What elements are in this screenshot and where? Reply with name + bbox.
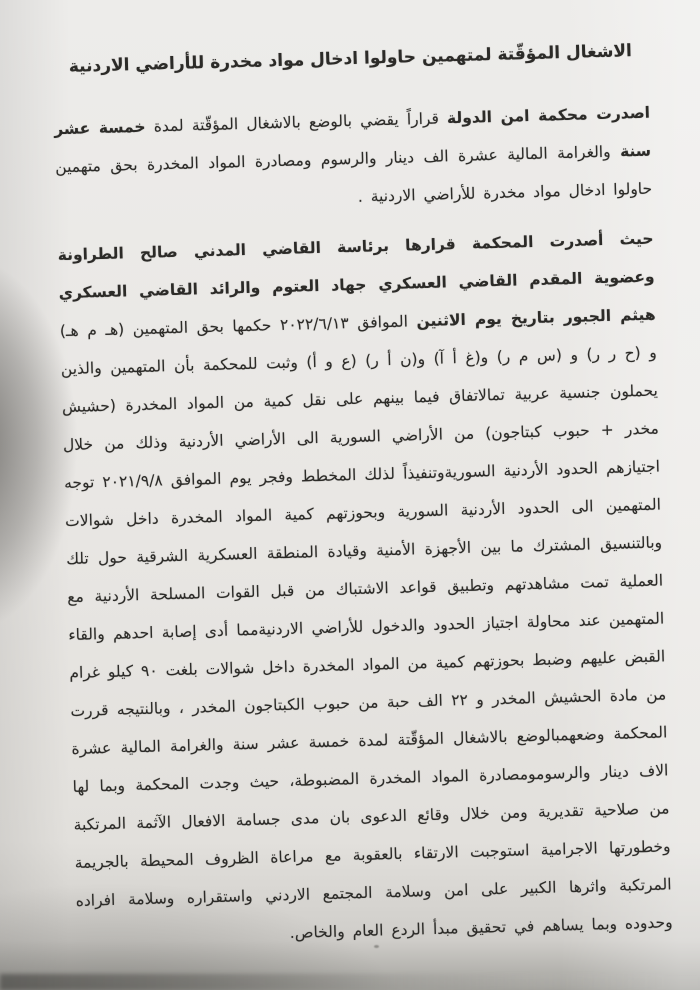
document-body (54, 94, 673, 958)
paragraph (54, 94, 653, 225)
document-title: الاشغال المؤقّتة لمتهمين حاولوا ادخال مواد مخدرة للأراضي الاردنية (68, 41, 633, 77)
text-segment: الموافق ٢٠٢٢/٦/١٣ حكمها بحق المتهمين (هـ م هـ) و (ح ر ر) و (س م ر) و(غ أ آ) و(ن أ ر) (ع و أ) وثبت للمحكمة بأن المتهمين والذين يحملون جنسية عربية تمالاتفاق فيما بينهم على نقل كمية من المواد المخدرة (حشيش مخدر + حبوب كبتاجون) من الأراضي السورية الى الأراضي الأردنية وذلك من خلال اجتيازهم الحدود الأردنية السوريةوتنفيذاً لذلك المخطط وفجر يوم الموافق ٢٠٢١/٩/٨ توجه المتهمين الى الحدود الأردنية السورية وبحوزتهم كمية المواد المخدرة داخل شوالات وبالتنسيق المشترك ما بين الأجهزة الأمنية وقيادة المنطقة العسكرية الشرقية حول تلك العملية تمت مشاهدتهم وتطبيق قواعد الاشتباك من قبل القوات المسلحة الأردنية مع المتهمين عند محاولة اجتياز الحدود والدخول للأراضي الاردنيةمما أدى إصابة احدهم والقاء القبض عليهم وضبط بحوزتهم كمية من المواد المخدرة داخل شوالات بلغت ٩٠ كيلو غرام من مادة الحشيش المخدر و ٢٢ الف حبة من حبوب الكبتاجون المخدر ، وبالنتيجه قررت المحكمة وضعهمبالوضع بالاشغال المؤقّتة لمدة خمسة عشر سنة والغرامة المالية عشرة الاف دينار والرسومومصادرة المواد المخدرة المضبوطة، حيث وجدت المحكمة وبما لها من صلاحية تقديرية ومن خلال وقائع الدعوى بان مدى جسامة الافعال الآثمة المرتكبة وخطورتها الاجرامية استوجبت الارتقاء بالعقوبة مع مراعاة الظروف المحيطة بالجريمة المرتكبة واثرها الكبير على امن وسلامة المجتمع الاردني واستقراره وسلامة افراده وحدوده وبما يساهم في تحقيق مبدأ الردع العام والخاص. (59, 312, 673, 943)
text-segment: والغرامة المالية عشرة الف دينار والرسوم ومصادرة المواد المخدرة بحق متهمين حاولوا ادخال مواد مخدرة للأراضي الاردنية . (55, 142, 653, 206)
paragraph (57, 220, 673, 958)
text-segment: قراراً يقضي بالوضع بالاشغال المؤقّتة لمدة (145, 109, 448, 136)
bold-text-segment: حيث أصدرت المحكمة قرارها برئاسة القاضي المدني صالح الطراونة وعضوية المقدم القاضي العسكري جهاد العتوم والرائد القاضي العسكري هيثم الجبور بتاريخ يوم الاثنين (57, 229, 656, 331)
bold-text-segment: خمسة عشر سنة (53, 117, 652, 161)
paper-speck (374, 945, 379, 948)
bold-text-segment: اصدرت محكمة امن الدولة (446, 103, 651, 128)
document-page (52, 38, 673, 958)
photo-bottom-edge-shadow (0, 974, 700, 990)
